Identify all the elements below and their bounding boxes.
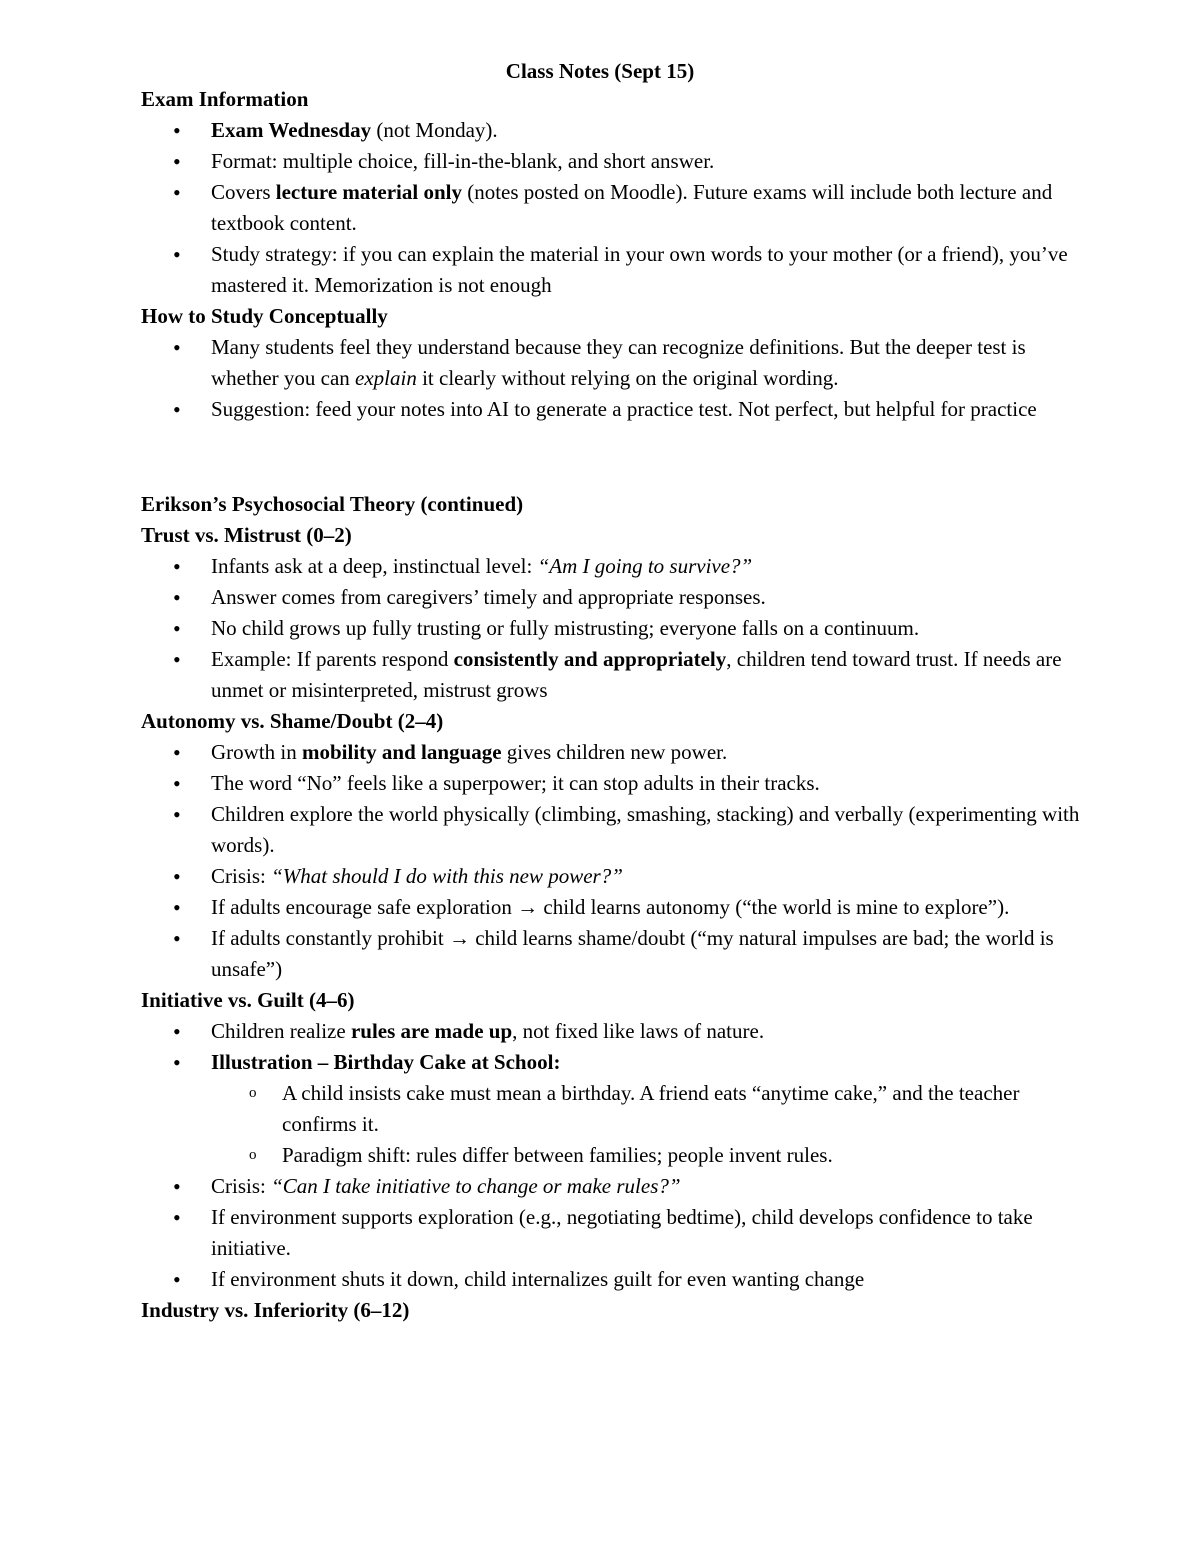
list-item <box>141 768 1081 799</box>
bullet-icon: • <box>173 118 181 143</box>
bold-text: Illustration – Birthday Cake at School: <box>211 1050 561 1074</box>
list-item <box>141 1016 1081 1047</box>
italic-text: explain <box>355 366 417 390</box>
text-run: The word “No” feels like a superpower; it can stop adults in their tracks. <box>211 771 820 795</box>
text-run: Crisis: <box>211 864 272 888</box>
italic-text: “Am I going to survive?” <box>537 554 753 578</box>
bullet-icon: • <box>173 397 181 422</box>
hollow-bullet-icon: o <box>249 1147 257 1163</box>
text-run: Infants ask at a deep, instinctual level: <box>211 554 538 578</box>
bullet-icon: • <box>173 1174 181 1199</box>
text-run: Crisis: <box>211 1174 272 1198</box>
bold-text: rules are made up <box>350 1019 513 1043</box>
italic-text: “Can I take initiative to change or make rules?” <box>271 1174 681 1198</box>
list-item <box>141 861 1081 892</box>
bullet-icon: • <box>173 771 181 796</box>
text-run: Answer comes from caregivers’ timely and appropriate responses. <box>211 585 766 609</box>
section-spacer <box>141 425 1081 489</box>
list-item <box>141 551 1081 582</box>
bullet-icon: • <box>173 585 181 610</box>
text-run: No child grows up fully trusting or fully mistrusting; everyone falls on a continuum. <box>211 616 920 640</box>
bullet-icon: • <box>173 180 181 205</box>
bullet-icon: • <box>173 1050 181 1075</box>
text-run: Format: multiple choice, fill-in-the-blank, and short answer. <box>211 149 715 173</box>
list-item <box>141 115 1081 146</box>
text-run: Study strategy: if you can explain the material in your own words to your mother (or a friend), you’ve mastered it. Memorization is not enough <box>211 242 1068 297</box>
text-run: Suggestion: feed your notes into AI to generate a practice test. Not perfect, but helpful for practice <box>211 397 1037 421</box>
bullet-icon: • <box>173 149 181 174</box>
bullet-icon: • <box>173 616 181 641</box>
text-run: it clearly without relying on the original wording. <box>416 366 839 390</box>
sub-list-item <box>141 1140 1081 1171</box>
bold-text: Exam Wednesday <box>211 118 372 142</box>
bullet-list <box>141 1016 1081 1295</box>
bullet-list <box>141 115 1081 301</box>
text-run: Many students feel they understand because they can recognize definitions. But the deeper test is whether you can <box>211 335 1026 390</box>
text-run: If adults encourage safe exploration → child learns autonomy (“the world is mine to explore”). <box>211 895 1010 919</box>
text-run: A child insists cake must mean a birthday. A friend eats “anytime cake,” and the teacher confirms it. <box>282 1081 1020 1136</box>
bullet-icon: • <box>173 926 181 951</box>
bullet-list <box>141 551 1081 706</box>
list-item <box>141 332 1081 394</box>
section-heading: Autonomy vs. Shame/Doubt (2–4) <box>141 709 444 733</box>
list-item <box>141 1264 1081 1295</box>
list-item <box>141 146 1081 177</box>
text-run: , not fixed like laws of nature. <box>512 1019 765 1043</box>
list-item <box>141 892 1081 923</box>
bullet-icon: • <box>173 647 181 672</box>
text-run: Covers <box>211 180 276 204</box>
bullet-icon: • <box>173 864 181 889</box>
section-heading: Initiative vs. Guilt (4–6) <box>141 988 355 1012</box>
text-run: Paradigm shift: rules differ between families; people invent rules. <box>282 1143 833 1167</box>
list-item <box>141 613 1081 644</box>
list-item <box>141 239 1081 301</box>
list-item <box>141 923 1081 985</box>
list-item <box>141 737 1081 768</box>
bullet-icon: • <box>173 335 181 360</box>
bullet-icon: • <box>173 554 181 579</box>
section-heading: Erikson’s Psychosocial Theory (continued) <box>141 492 524 516</box>
text-run: If environment shuts it down, child internalizes guilt for even wanting change <box>211 1267 865 1291</box>
text-run: If environment supports exploration (e.g., negotiating bedtime), child develops confidence to take initiative. <box>211 1205 1033 1260</box>
bold-text: mobility and language <box>302 740 502 764</box>
bullet-icon: • <box>173 740 181 765</box>
list-item <box>141 1202 1081 1264</box>
sub-list-item <box>141 1078 1081 1140</box>
bullet-list <box>141 737 1081 985</box>
list-item <box>141 177 1081 239</box>
bullet-list <box>141 332 1081 425</box>
text-run: , children tend toward trust. If needs are unmet or misinterpreted, mistrust grows <box>211 647 1062 702</box>
bullet-icon: • <box>173 802 181 827</box>
text-run: (not Monday). <box>371 118 498 142</box>
list-item <box>141 799 1081 861</box>
text-run: gives children new power. <box>501 740 728 764</box>
text-run: Children explore the world physically (climbing, smashing, stacking) and verbally (experimenting with words). <box>211 802 1080 857</box>
text-run: If adults constantly prohibit → child learns shame/doubt (“my natural impulses are bad; the world is unsafe”) <box>211 926 1054 981</box>
list-item <box>141 644 1081 706</box>
section-heading: Industry vs. Inferiority (6–12) <box>141 1298 410 1322</box>
list-item <box>141 1171 1081 1202</box>
notes-body <box>141 84 1081 1326</box>
italic-text: “What should I do with this new power?” <box>271 864 623 888</box>
section-heading: Trust vs. Mistrust (0–2) <box>141 523 352 547</box>
list-item <box>141 582 1081 613</box>
section-heading: How to Study Conceptually <box>141 304 388 328</box>
bullet-icon: • <box>173 895 181 920</box>
bullet-icon: • <box>173 242 181 267</box>
list-item <box>141 1047 1081 1078</box>
text-run: Children realize <box>211 1019 351 1043</box>
page-title: Class Notes (Sept 15) <box>505 59 695 83</box>
text-run: Growth in <box>211 740 302 764</box>
text-run: Example: If parents respond <box>211 647 454 671</box>
bullet-icon: • <box>173 1019 181 1044</box>
bold-text: lecture material only <box>275 180 462 204</box>
section-heading: Exam Information <box>141 87 309 111</box>
list-item <box>141 394 1081 425</box>
bullet-icon: • <box>173 1205 181 1230</box>
bold-text: consistently and appropriately <box>453 647 727 671</box>
bullet-icon: • <box>173 1267 181 1292</box>
hollow-bullet-icon: o <box>249 1085 257 1101</box>
text-run: (notes posted on Moodle). Future exams will include both lecture and textbook content. <box>211 180 1053 235</box>
